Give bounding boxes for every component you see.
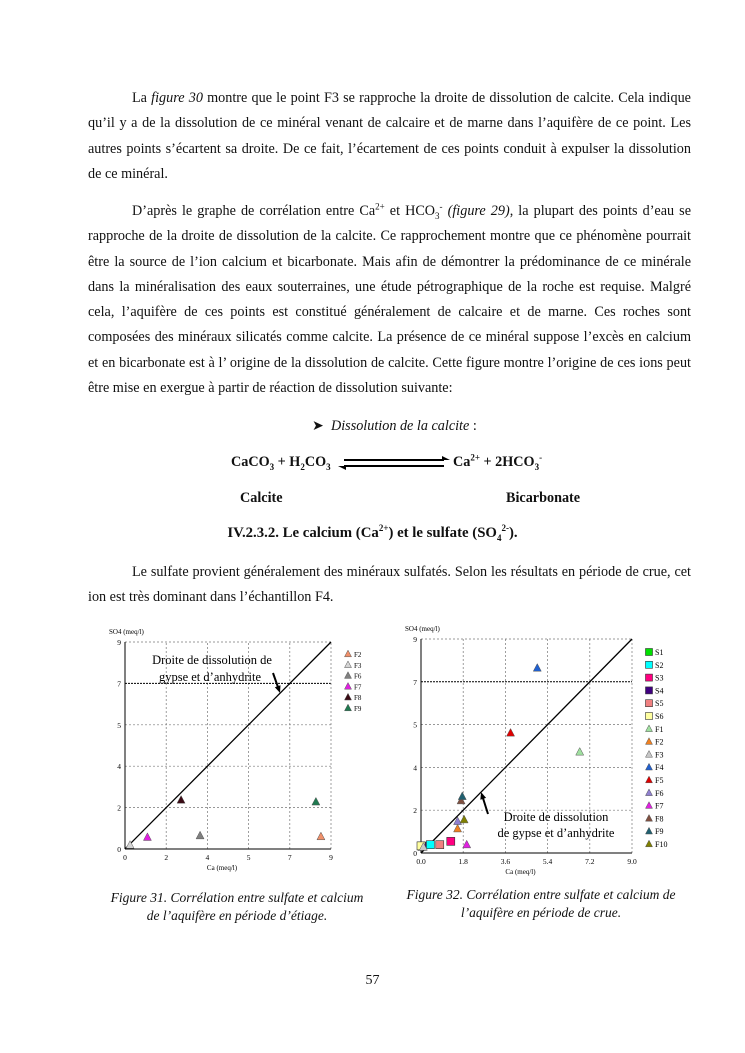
arrow-bullet-icon: ➤ [312, 418, 324, 434]
legend-marker-f3 [646, 751, 653, 758]
legend-label: F7 [354, 683, 362, 692]
legend-label: F4 [655, 763, 664, 773]
text: Le sulfate provient généralement des minéraux sulfatés. Selon les résultats en période de crue, cet ion est très dominant dans l’échantillon F4. [88, 564, 691, 606]
figure-reference: figure 30 [151, 90, 203, 106]
legend-label: F2 [354, 651, 362, 659]
x-tick-label: 9 [329, 853, 333, 862]
superscript: - [439, 201, 443, 212]
reference-line-label: Droite de dissolution [503, 810, 609, 824]
y-tick-label: 0 [117, 845, 121, 854]
x-tick-label: 1.8 [458, 857, 468, 866]
y-tick-label: 7 [413, 677, 417, 687]
y-axis-label: SO4 (meq/l) [109, 628, 144, 636]
legend-label: S2 [655, 660, 664, 670]
data-point-f5 [507, 729, 515, 737]
x-tick-label: 4 [205, 853, 210, 862]
legend-marker-f6 [646, 789, 653, 796]
legend-label: F8 [655, 814, 664, 824]
legend-label: F1 [655, 724, 664, 734]
text: et HCO [384, 203, 436, 219]
text: , la plupart des points d’eau se rapproche de la droite de dissolution de la calcite. Ce rapprochement montre que ce phénomène pourrait être la source de l’ion calcium et bicarbonate. Mais afin de démontrer la prédominance de ce minérale dans la minéralisation des eaux souterraines, une étude pétrographique de la roche est requise. Malgré cela, l’aquifère de ces points est constitué généralement de calcaire et de marne. Ces roches sont composées des minéraux silicatés comme calcite. La présence de ce minéral suppose l’excès en calcium et en bicarbonate est à l’ origine de la dissolution de calcite. Cette figure montre l’origine de ces ions peut être mise en exergue à partir de réaction de dissolution suivante: [88, 203, 691, 397]
y-tick-label: 0 [413, 849, 417, 858]
y-tick-label: 5 [413, 720, 417, 730]
x-tick-label: 0 [123, 853, 127, 862]
section-heading: IV.2.3.2. Le calcium $(Ca^{2+})$ et le sulfate $(SO_4^{2-})$. [227, 523, 518, 543]
legend-marker-s5 [646, 700, 653, 707]
bullet-text: Dissolution de la calcite [330, 418, 470, 434]
text: : [469, 418, 477, 434]
data-point-s2 [426, 841, 434, 849]
reference-line-label: gypse et d’anhydrite [158, 670, 262, 684]
legend-label: F10 [655, 840, 668, 849]
legend-marker-f9 [646, 827, 653, 834]
y-tick-label: 5 [117, 720, 121, 730]
data-point-s5 [436, 841, 444, 849]
text: D’après le graphe de corrélation entre Ca [132, 203, 376, 219]
annotation-arrowhead-icon [480, 792, 486, 800]
legend-marker-s4 [646, 687, 653, 694]
y-tick-label: 4 [117, 762, 121, 772]
y-tick-label: 2 [117, 803, 121, 813]
legend-label: F2 [655, 737, 664, 747]
legend-label: F9 [655, 827, 664, 837]
legend-label: F3 [354, 661, 362, 670]
x-axis-label: Ca (meq/l) [505, 868, 536, 876]
x-tick-label: 5 [246, 853, 251, 862]
legend-label: F7 [655, 801, 664, 811]
caption-figure-31: Figure 31. Corrélation entre sulfate et calcium de l’aquifère en période d’étiage. [110, 890, 364, 923]
legend-marker-s6 [646, 713, 653, 720]
data-point-f4 [533, 664, 541, 672]
legend-label: S4 [655, 686, 664, 696]
legend-marker-f4 [646, 763, 653, 770]
bicarbonate-label: Bicarbonate [506, 490, 581, 506]
legend-label: F5 [655, 776, 664, 785]
superscript: 2+ [375, 201, 385, 212]
y-tick-label: 9 [117, 638, 121, 647]
legend-label: F6 [655, 788, 664, 798]
data-point-f2 [454, 824, 462, 832]
legend-label: S5 [655, 699, 664, 709]
y-tick-label: 9 [413, 635, 417, 644]
legend-label: F9 [354, 705, 362, 713]
legend-marker-f10 [646, 840, 653, 847]
y-axis-label: SO4 (meq/l) [405, 625, 440, 633]
legend-marker-f5 [646, 776, 653, 783]
data-point-f9 [458, 792, 466, 800]
x-tick-label: 5.4 [542, 857, 553, 866]
x-axis-label: Ca (meq/l) [206, 864, 238, 872]
x-tick-label: 7 [287, 853, 292, 862]
legend-marker-f2 [646, 738, 653, 745]
legend-label: F6 [354, 672, 362, 681]
legend-marker-s2 [646, 661, 653, 668]
calcite-label: Calcite [240, 490, 283, 506]
data-point-f10 [460, 815, 468, 823]
x-tick-label: 0.0 [416, 857, 426, 866]
legend-label: F8 [354, 694, 362, 703]
legend-marker-s1 [646, 649, 653, 656]
legend-marker-f7 [646, 802, 653, 809]
legend-label: F3 [655, 750, 664, 760]
page-number: 57 [365, 973, 380, 988]
y-tick-label: 7 [117, 679, 121, 689]
data-point-f7 [463, 840, 471, 848]
legend-label: S3 [655, 673, 664, 683]
figure-reference: (figure 29) [442, 203, 510, 219]
equation-left: CaCO$_3$ + $H_2CO_3$ [231, 454, 331, 472]
subscript: 3 [435, 210, 440, 221]
reference-line-label: Droite de dissolution de [152, 653, 272, 667]
legend-marker-s3 [646, 674, 653, 681]
data-point-s3 [447, 837, 455, 845]
x-tick-label: 9.0 [627, 857, 637, 866]
y-tick-label: 2 [413, 806, 417, 816]
x-tick-label: 3.6 [500, 857, 511, 866]
data-point-f1 [576, 748, 584, 756]
reference-line-label: de gypse et d’anhydrite [497, 826, 615, 840]
x-tick-label: 2 [164, 853, 169, 862]
y-tick-label: 4 [413, 763, 417, 773]
equation-right: $Ca^{2+} + 2HCO_3^-$ [453, 452, 543, 472]
caption-figure-32: Figure 32. Corrélation entre sulfate et calcium de l’aquifère en période de crue. [406, 887, 676, 920]
text: La [132, 90, 152, 106]
x-tick-label: 7.2 [585, 857, 595, 866]
legend-marker-f8 [646, 815, 653, 822]
legend-marker-f1 [646, 725, 653, 732]
legend-label: S6 [655, 712, 664, 721]
text: montre que le point F3 se rapproche la droite de dissolution de calcite. Cela indique qu’il y a de la dissolution de ce minéral venant de calcaire et de marne dans l’aquifère de ce point. Les autres points s’écartent sa droite. De ce fait, l’écartement de ces points conduit à expulser la dissolution de ce minéral. [88, 90, 691, 182]
legend-label: S1 [655, 648, 664, 657]
